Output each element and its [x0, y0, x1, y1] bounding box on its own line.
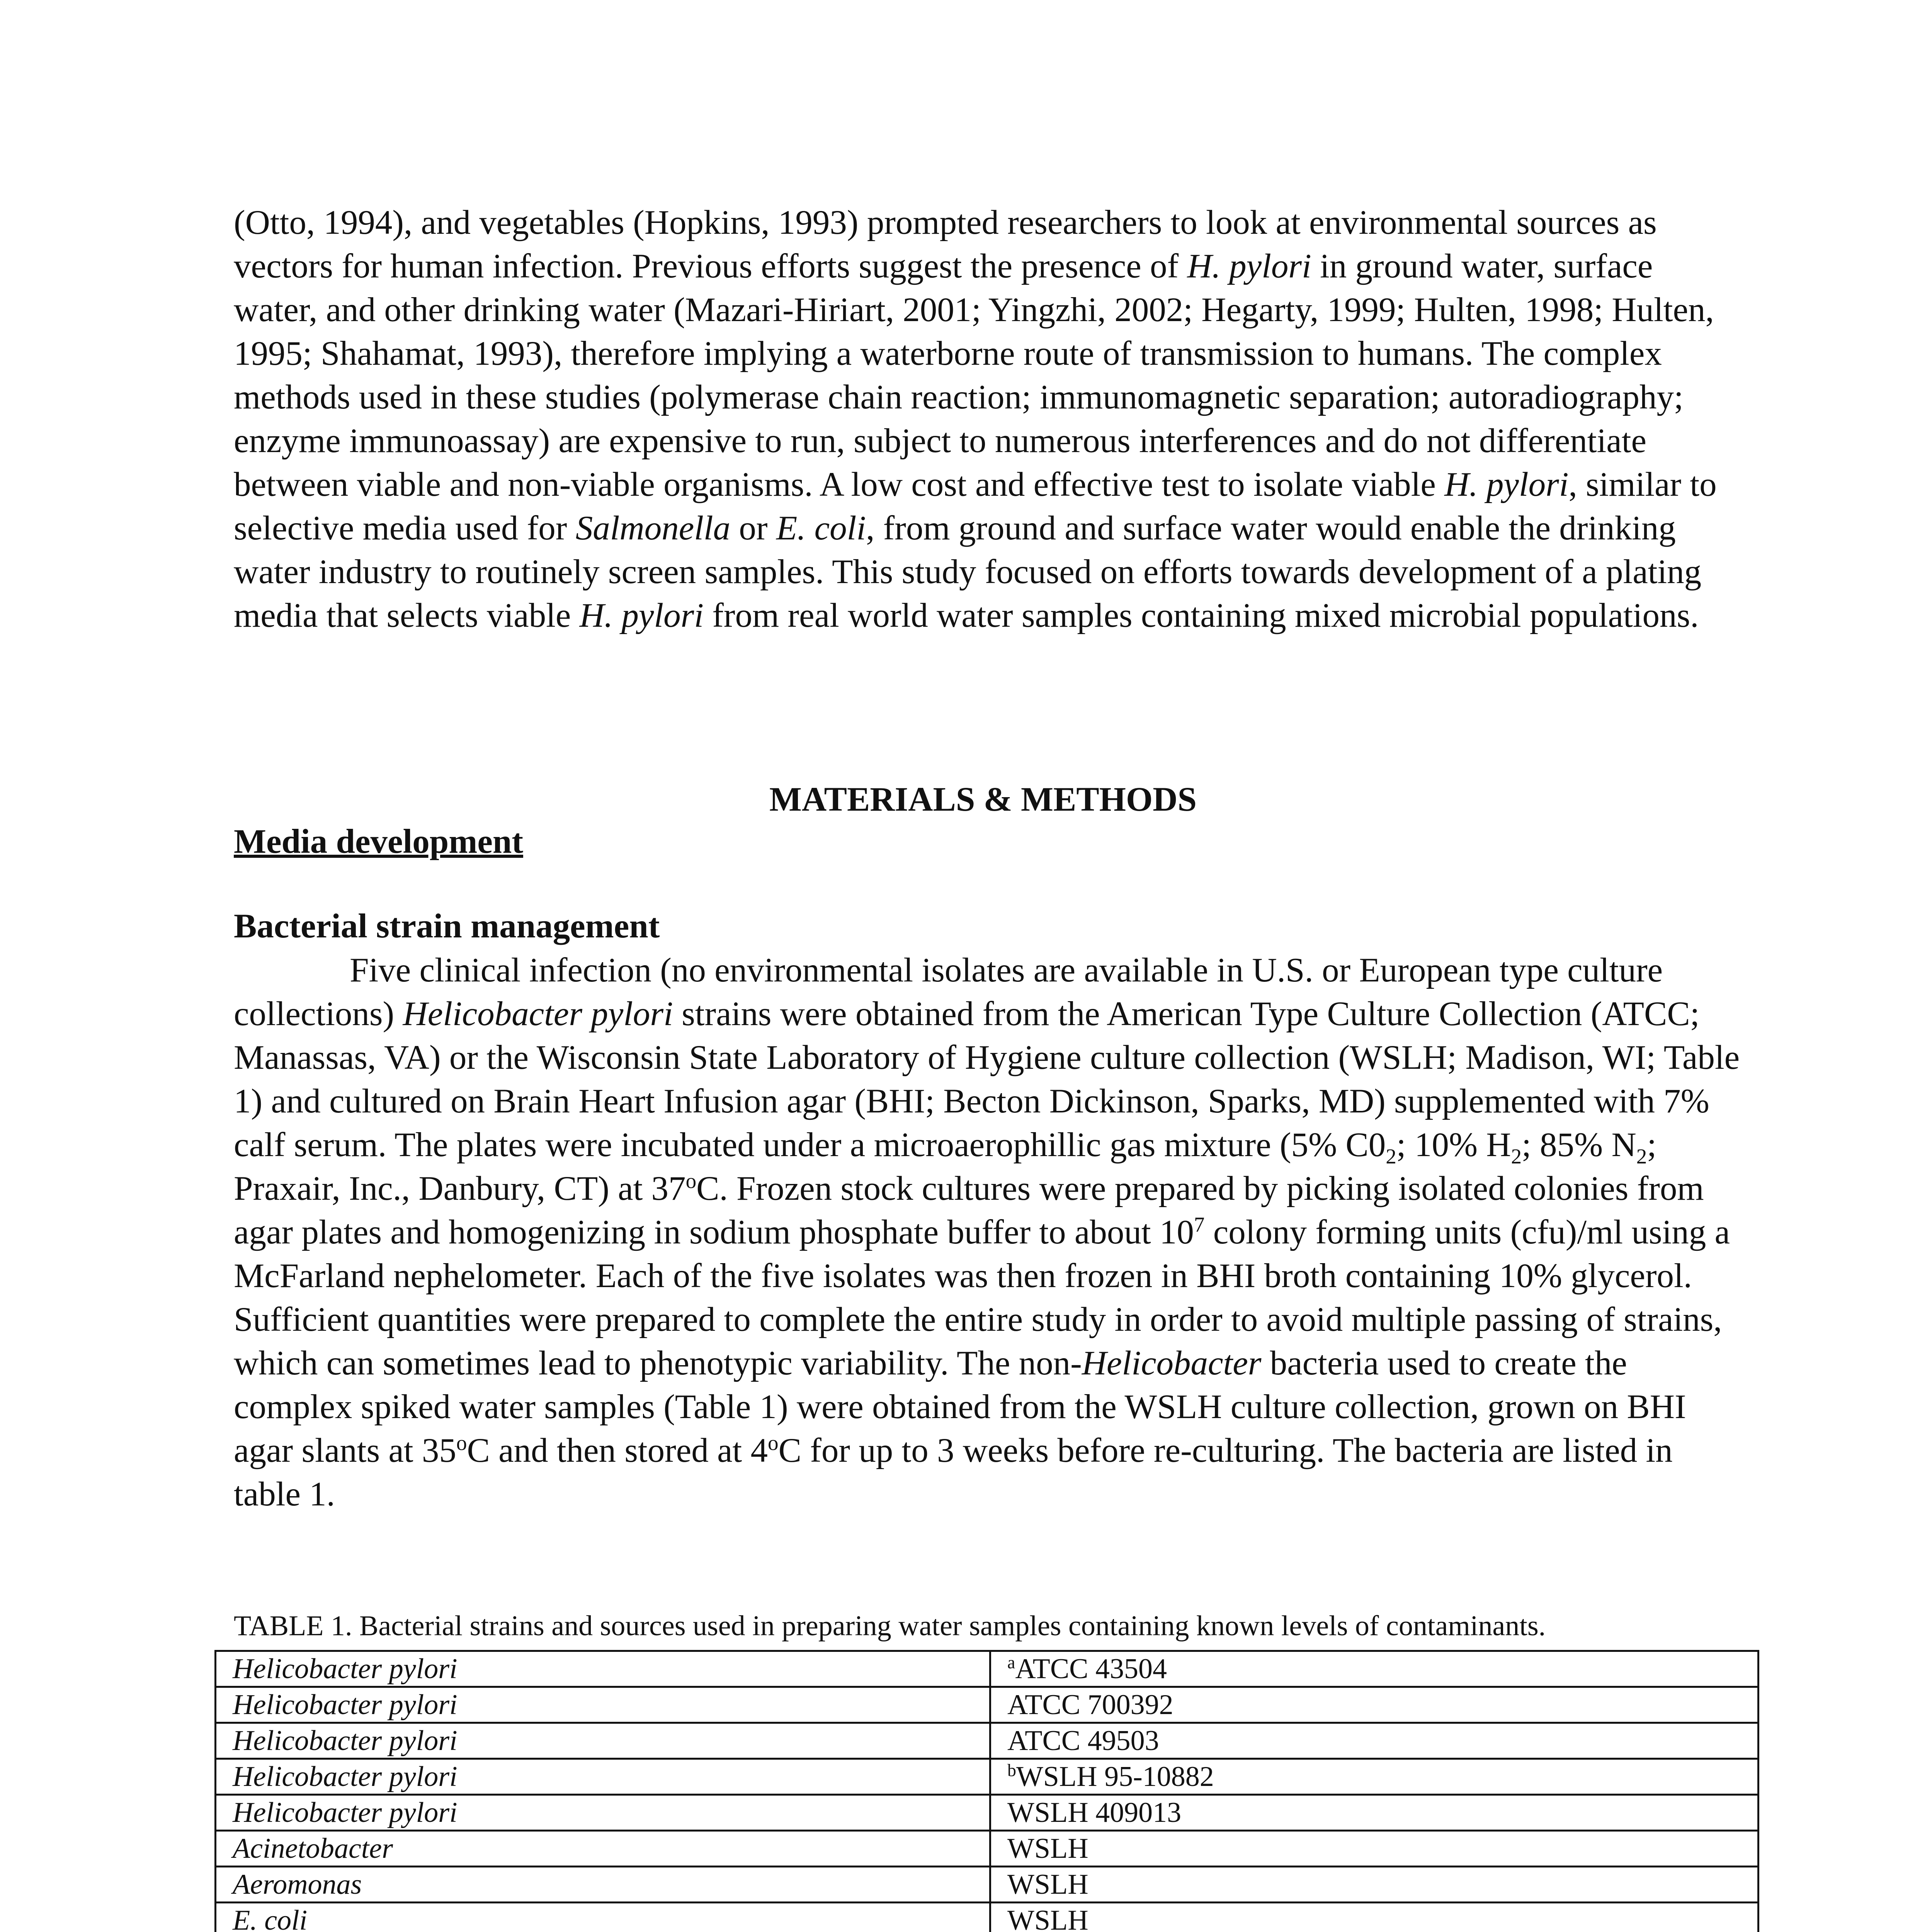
organism-cell: Acinetobacter: [216, 1831, 990, 1867]
organism-name: Helicobacter pylori: [403, 995, 673, 1033]
organism-cell: Helicobacter pylori: [216, 1687, 990, 1723]
organism-cell: Aeromonas: [216, 1867, 990, 1903]
organism-name: H. pylori: [1444, 466, 1569, 503]
organism-cell: Helicobacter pylori: [216, 1723, 990, 1759]
table-row: [216, 1795, 1759, 1831]
source-label: WSLH 95-10882: [1016, 1761, 1214, 1793]
section-title: MATERIALS & METHODS: [769, 781, 1197, 818]
organism-cell: Helicobacter pylori: [216, 1759, 990, 1795]
subsection-title: Media development: [234, 823, 523, 861]
table-row: [216, 1867, 1759, 1903]
source-cell: [990, 1651, 1759, 1687]
source-cell: [990, 1903, 1759, 1932]
source-cell: [990, 1867, 1759, 1903]
source-label: WSLH 409013: [1007, 1797, 1182, 1828]
organism-name: H. pylori: [1187, 247, 1311, 285]
source-label: ATCC 43504: [1015, 1653, 1167, 1685]
source-label: WSLH: [1007, 1905, 1088, 1932]
table-row: [216, 1651, 1759, 1687]
organism-name: Helicobacter: [1082, 1344, 1262, 1382]
table-row: [216, 1723, 1759, 1759]
organism-name: E. coli: [776, 509, 866, 547]
table-row: [216, 1687, 1759, 1723]
strains-table: [214, 1650, 1759, 1932]
table-row: [216, 1759, 1759, 1795]
source-label: WSLH: [1007, 1833, 1088, 1864]
intro-paragraph: (Otto, 1994), and vegetables (Hopkins, 1993) prompted researchers to look at environmental sources as vectors for human infection. Previous efforts suggest the presence of H. pylori in ground water, surface water, and other drinking water (Mazari-Hiriart, 2001; Yingzhi, 2002; Hegarty, 1999; Hulten, 1998; Hulten, 1995; Shahamat, 1993), therefore implying a waterborne route of transmission to humans. The complex methods used in these studies (polymerase chain reaction; immunomagnetic separation; autoradiography; enzyme immunoassay) are expensive to run, subject to numerous interferences and do not differentiate between viable and non-viable organisms. A low cost and effective test to isolate viable H. pylori, similar to selective media used for Salmonella or E. coli, from ground and surface water would enable the drinking water industry to routinely screen samples. This study focused on efforts towards development of a plating media that selects viable H. pylori from real world water samples containing mixed microbial populations.: [234, 204, 1717, 634]
organism-cell: Helicobacter pylori: [216, 1795, 990, 1831]
organism-cell: Helicobacter pylori: [216, 1651, 990, 1687]
source-cell: [990, 1795, 1759, 1831]
table-row: [216, 1831, 1759, 1867]
table-caption: TABLE 1. Bacterial strains and sources used in preparing water samples containing known levels of contaminants.: [234, 1610, 1546, 1642]
source-cell: [990, 1687, 1759, 1723]
table-row: [216, 1903, 1759, 1932]
source-label: WSLH: [1007, 1869, 1088, 1900]
source-cell: [990, 1723, 1759, 1759]
source-label: ATCC 49503: [1007, 1725, 1159, 1757]
footnote-mark: b: [1007, 1760, 1016, 1780]
source-cell: [990, 1759, 1759, 1795]
subheading: Bacterial strain management: [234, 907, 660, 945]
footnote-mark: a: [1007, 1652, 1015, 1672]
organism-name: H. pylori: [579, 597, 704, 634]
organism-name: Salmonella: [575, 509, 731, 547]
organism-cell: E. coli: [216, 1903, 990, 1932]
source-cell: [990, 1831, 1759, 1867]
methods-paragraph: Five clinical infection (no environmental isolates are available in U.S. or European type culture collections) Helicobacter pylori strains were obtained from the American Type Culture Collection (ATCC; Manassas, VA) or the Wisconsin State Laboratory of Hygiene culture collection (WSLH; Madison, WI; Table 1) and cultured on Brain Heart Infusion agar (BHI; Becton Dickinson, Sparks, MD) supplemented with 7% calf serum. The plates were incubated under a microaerophillic gas mixture (5% $C0_2$; 10% $H_2$; 85% $N_2$; Praxair, Inc., Danbury, CT) at 37$^o$C. Frozen stock cultures were prepared by picking isolated colonies from agar plates and homogenizing in sodium phosphate buffer to about $10^7$ colony forming units (cfu)/ml using a McFarland nephelometer. Each of the five isolates was then frozen in BHI broth containing 10% glycerol. Sufficient quantities were prepared to complete the entire study in order to avoid multiple passing of strains, which can sometimes lead to phenotypic variability. The non-Helicobacter bacteria used to create the complex spiked water samples (Table 1) were obtained from the WSLH culture collection, grown on BHI agar slants at 35$^o$C and then stored at 4$^o$C for up to 3 weeks before re-culturing. The bacteria are listed in table 1.: [234, 951, 1740, 1513]
source-label: ATCC 700392: [1007, 1689, 1173, 1721]
